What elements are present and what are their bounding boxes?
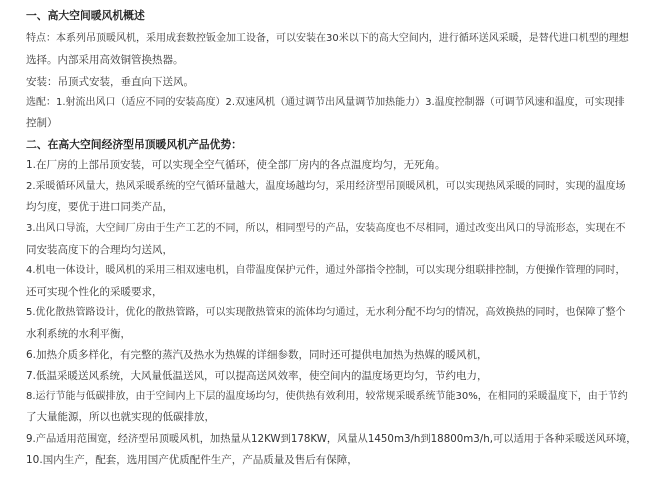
advantage-item-4-line1: 4.机电一体设计，暖风机的采用三相双速电机，自带温度保护元件，通过外部指令控制，可以实现分组联排控制，方便操作管理的同时， xyxy=(26,265,626,276)
options-text-line1: 选配：1.射流出风口（适应不同的安装高度）2.双速风机（通过调节出风量调节加热能力）3.温度控制器（可调节风速和温度，可实现排 xyxy=(26,97,625,108)
advantage-item-3-line2: 同安装高度下的合理均匀送风， xyxy=(26,244,173,256)
advantage-item-4-line2: 还可实现个性化的采暖要求， xyxy=(26,286,163,298)
options-text-line2: 控制） xyxy=(26,117,58,129)
features-text-line2: 选择。内部采用高效铜管换热器。 xyxy=(26,54,184,66)
advantage-item-8-line2: 了大量能源，所以也就实现的低碳排放， xyxy=(26,411,215,423)
advantage-item-2-line2: 均匀度，要优于进口同类产品， xyxy=(26,201,173,213)
advantage-item-5-line1: 5.优化散热管路设计，优化的散热管路，可以实现散热管束的流体均匀通过，无水利分配不均匀的情况，高效换热的同时，也保障了整个 xyxy=(26,307,626,318)
install-text: 安装：吊顶式安装，垂直向下送风。 xyxy=(26,76,194,88)
advantage-item-2-line1: 2.采暖循环风量大，热风采暖系统的空气循环量越大，温度场越均匀，采用经济型吊顶暖风机，可以实现热风采暖的同时，实现的温度场 xyxy=(26,181,626,192)
features-text-line1: 特点：本系列吊顶暖风机，采用成套数控钣金加工设备，可以安装在30米以下的高大空间内，进行循环送风采暖，是替代进口机型的理想 xyxy=(26,33,629,44)
advantage-item-7-line1: 7.低温采暖送风系统，大风量低温送风，可以提高送风效率，使空间内的温度场更均匀，节约电力， xyxy=(26,370,488,382)
advantage-item-9-line1: 9.产品适用范围宽，经济型吊顶暖风机，加热量从12KW到178KW，风量从1450m3/h到18800m3/h,可以适用于各种采暖送风环境， xyxy=(26,433,637,445)
advantage-item-10-line1: 10.国内生产，配套，选用国产优质配件生产，产品质量及售后有保障， xyxy=(26,454,358,466)
advantage-item-6-line1: 6.加热介质多样化，有完整的蒸汽及热水为热媒的详细参数，同时还可提供电加热为热媒的暖风机， xyxy=(26,349,488,361)
section2-heading: 二、在高大空间经济型吊顶暖风机产品优势： xyxy=(26,138,242,151)
advantage-item-5-line2: 水利系统的水利平衡， xyxy=(26,328,131,340)
advantage-item-8-line1: 8.运行节能与低碳排放，由于空间内上下层的温度场均匀，使供热有效利用，较常规采暖系统节能30%，在相同的采暖温度下，由于节约 xyxy=(26,391,628,402)
advantage-item-3-line1: 3.出风口导流，大空间厂房由于生产工艺的不同，所以，相同型号的产品，安装高度也不尽相同，通过改变出风口的导流形态，实现在不 xyxy=(26,223,626,234)
advantage-item-1-line1: 1.在厂房的上部吊顶安装，可以实现全空气循环，使全部厂房内的各点温度均匀，无死角。 xyxy=(26,159,446,171)
section1-heading: 一、高大空间暖风机概述 xyxy=(26,9,145,22)
